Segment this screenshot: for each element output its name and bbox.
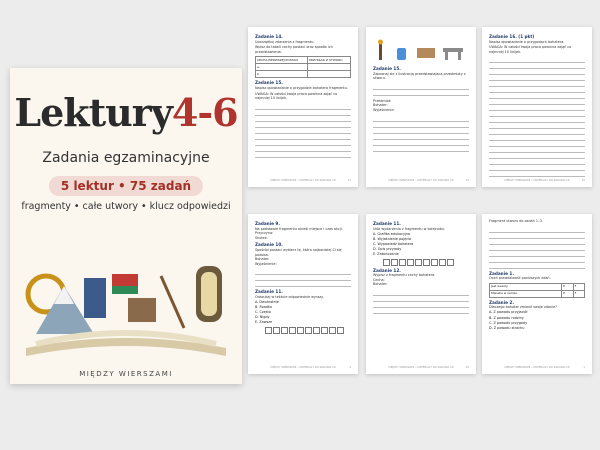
option-item[interactable]: E. Zawsze: [255, 320, 273, 325]
table-cell: b.: [256, 71, 308, 78]
preview-page: [482, 27, 592, 187]
option-item[interactable]: C. Z powodu przygody: [489, 320, 528, 325]
signpost-icon: [128, 298, 156, 322]
option-item[interactable]: B. Z powodu rodziny: [489, 315, 524, 320]
table-cell: Mieszka w zamku.: [490, 290, 562, 297]
open-book-illustration: [16, 216, 236, 366]
chest-icon: [417, 48, 435, 58]
task-title: Zadanie 11.: [255, 289, 283, 295]
bench-icon: [443, 48, 463, 52]
book-cover: [10, 68, 242, 384]
field-label: Bohater:: [373, 282, 388, 287]
answer-lines: [373, 290, 469, 314]
field-label: Wyjaśnienie:: [255, 261, 277, 266]
preview-page: [482, 214, 592, 374]
cover-title: [10, 90, 242, 135]
option-item[interactable]: A. Z powodu przyjaciół: [489, 310, 528, 315]
cover-title-number: 4-6: [171, 90, 238, 135]
field-label: Przedmiot:: [373, 98, 392, 103]
task-text: Wpisz do tabeli cechy postaci oraz sposób ich przedstawienia.: [255, 45, 333, 54]
field-label: Bohater:: [373, 103, 388, 108]
cover-title-word: Lektury: [14, 90, 172, 135]
page-footer: MIĘDZY WIERSZAMI • MATERIAŁY DO ZADANIA 18 9: [270, 366, 351, 370]
answer-options: [373, 232, 469, 257]
page-footer: MIĘDZY WIERSZAMI • MATERIAŁY DO ZADANIA 18 11: [270, 179, 351, 183]
task-text: Oceń prawdziwość poniższych zdań.: [489, 276, 551, 281]
answer-options: [489, 310, 585, 330]
answer-lines: [255, 269, 351, 287]
passage-lines: [489, 227, 585, 269]
table-cell[interactable]: P: [562, 283, 574, 290]
broom-icon: [161, 276, 184, 328]
cover-tags: fragmenty • całe utwory • klucz odpowiedzi: [21, 201, 231, 212]
option-item[interactable]: B. Wyjaśnienie pojęcia: [373, 236, 412, 241]
field-label: Przyczyna:: [255, 231, 274, 236]
passage-text: Fragment utworu do zadań 1–3.: [489, 219, 543, 223]
field-label: Bohater:: [255, 257, 270, 262]
option-item[interactable]: A. Dwukrotnie: [255, 300, 279, 305]
page-number: 1: [583, 366, 585, 370]
page-footer: MIĘDZY WIERSZAMI • MATERIAŁY DO ZADANIA 18 14: [388, 179, 469, 183]
option-item[interactable]: D. Opis przyrody: [373, 246, 402, 251]
task-title: Zadanie 14.: [255, 34, 283, 39]
table-cell[interactable]: F: [573, 283, 584, 290]
task-note: UWAGA: W całości twoja praca powinna zająć co najmniej 10 linijek.: [255, 91, 338, 101]
task-title: Zadanie 1.: [489, 270, 514, 276]
option-item[interactable]: E. Zakończenie: [373, 252, 399, 257]
task-title: Zadanie 11.: [373, 221, 401, 226]
task-title: Zadanie 9.: [255, 221, 280, 226]
option-item[interactable]: D. Z powodu strachu: [489, 325, 525, 330]
page-footer: MIĘDZY WIERSZAMI • MATERIAŁY DO ZADANIA 18 1: [504, 366, 585, 370]
potion-icon: [397, 48, 406, 60]
task-text: Ułóż wydarzenia z fragmentu w kolejności.: [373, 226, 446, 231]
answer-table: [255, 56, 351, 78]
page-footer: MIĘDZY WIERSZAMI • MATERIAŁY DO ZADANIA 18 15: [504, 179, 585, 183]
field-label: Wyjaśnienie:: [373, 107, 395, 112]
answer-lines: [489, 57, 585, 177]
option-item[interactable]: C. Często: [255, 310, 271, 315]
task-title: Zadanie 10.: [255, 242, 283, 248]
page-number: 9: [349, 366, 351, 370]
preview-page: [366, 214, 476, 374]
task-title: Zadanie 15.: [373, 66, 401, 71]
task-note: UWAGA: W całości twoja praca powinna zająć co najmniej 10 linijek.: [489, 45, 572, 54]
answer-lines: [373, 116, 469, 152]
table-cell[interactable]: F: [573, 290, 584, 297]
answer-boxes: [265, 327, 351, 334]
page-number: 15: [581, 179, 585, 183]
task-title: Zadanie 16. (1 pkt): [489, 34, 535, 39]
cover-subtitle: Zadania egzaminacyjne: [42, 150, 210, 166]
answer-lines: [255, 104, 351, 158]
task-text: Napisz opowiadanie o przygodach bohatera.: [489, 39, 565, 44]
cover-badge: 5 lektur • 75 zadań: [49, 176, 203, 196]
page-number: 14: [465, 179, 469, 183]
field-label: Cecha:: [373, 277, 385, 282]
wardrobe-icon: [84, 278, 106, 318]
task-text: Uporządkuj zdarzenia z fragmentu.: [255, 39, 315, 44]
task-text: Odszukaj w tekście odpowiednie wyrazy.: [255, 294, 324, 299]
task-text: Na podstawie fragmentu określ miejsce i czas akcji.: [255, 226, 343, 231]
table-cell: a.: [256, 64, 308, 71]
option-item[interactable]: B. Rzadko: [255, 305, 272, 310]
option-item[interactable]: D. Nigdy: [255, 315, 270, 320]
task-title: Zadanie 2.: [489, 299, 514, 305]
task-title: Zadanie 12.: [373, 267, 401, 273]
task-text: Dlaczego bohater zmienił swoje zdanie?: [489, 305, 557, 310]
answer-options: [255, 300, 351, 325]
task-text: Spośród postaci wybierz tę, która najbardziej Ci się podoba.: [255, 247, 342, 257]
page-number: 10: [465, 366, 469, 370]
table-header: PRZYKŁAD Z UTWORU: [308, 57, 351, 64]
field-label: Skutek:: [255, 235, 268, 240]
preview-page: [366, 27, 476, 187]
option-item[interactable]: A. Grafika edukacyjna: [373, 231, 411, 236]
items-illustration: [373, 38, 469, 64]
cover-brand: MIĘDZY WIERSZAMI: [79, 370, 173, 378]
page-number: 11: [347, 179, 351, 183]
answer-lines: [373, 84, 469, 96]
true-false-table: [489, 283, 585, 298]
task-text: Wypisz z fragmentu cechy bohatera.: [373, 273, 436, 278]
preview-page: [248, 214, 358, 374]
table-cell: Jest wesoły.: [490, 283, 562, 290]
answer-boxes: [383, 259, 469, 266]
table-cell[interactable]: P: [562, 290, 574, 297]
option-item[interactable]: C. Wypowiedź bohatera: [373, 241, 414, 246]
torch-icon: [379, 42, 382, 60]
preview-page: [248, 27, 358, 187]
task-title: Zadanie 15.: [255, 80, 283, 86]
page-footer: MIĘDZY WIERSZAMI • MATERIAŁY DO ZADANIA 18 10: [388, 366, 469, 370]
table-header: CECHA PIERWSZEJ POSTACI: [256, 57, 308, 64]
task-text: Napisz opowiadanie o przygodzie bohatera fragmentu.: [255, 85, 348, 90]
task-text: Zapoznaj się z ilustracją przedstawiającą przedmioty z utworu.: [373, 71, 466, 81]
